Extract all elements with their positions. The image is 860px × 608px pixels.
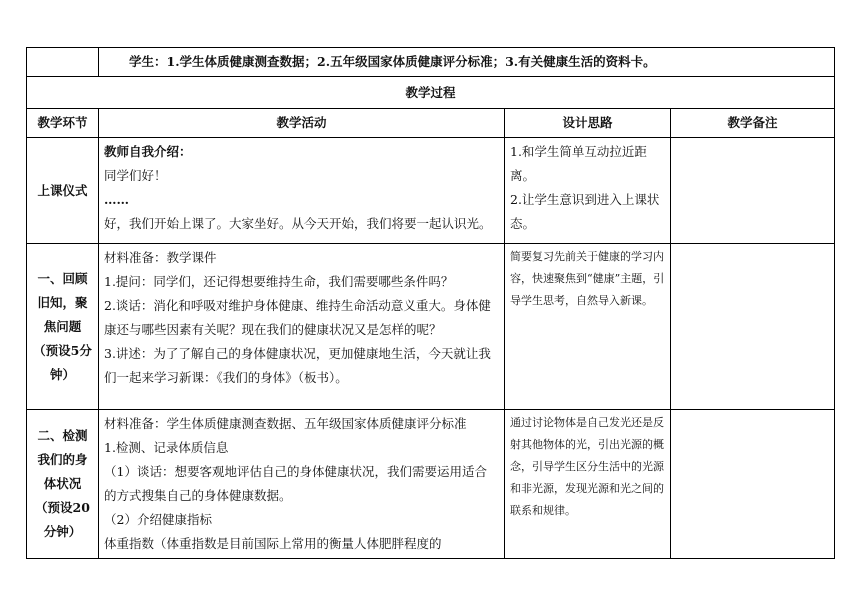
- notes-cell: [671, 410, 835, 559]
- resources-blank-cell: [27, 48, 99, 77]
- process-title: 教学过程: [27, 77, 835, 109]
- design-cell: [505, 138, 671, 244]
- activity-line: ……: [104, 192, 129, 207]
- stage-cell: 一、回顾旧知，聚焦问题（预设5分钟）: [27, 244, 99, 410]
- activity-cell: [99, 138, 505, 244]
- activity-line: 1.提问：同学们，还记得想要维持生命，我们需要哪些条件吗？: [104, 274, 454, 289]
- design-line: 通过讨论物体是自己发光还是反射其他物体的光，引出光源的概念，引导学生区分生活中的光源和非光源，发现光源和光之间的联系和规律。: [510, 416, 664, 517]
- activity-line: 材料准备：教学课件: [104, 250, 217, 265]
- header-notes: 教学备注: [671, 109, 835, 138]
- lesson-plan-table: [26, 47, 835, 559]
- activity-line: 材料准备：学生体质健康测查数据、五年级国家体质健康评分标准: [104, 416, 467, 431]
- header-activity: 教学活动: [99, 109, 505, 138]
- activity-cell: [99, 410, 505, 559]
- activity-line: （1）谈话：想要客观地评估自己的身体健康状况，我们需要运用适合的方式搜集自己的身体健康数据。: [104, 464, 487, 503]
- activity-line: 体重指数（体重指数是目前国际上常用的衡量人体肥胖程度的: [104, 536, 442, 551]
- activity-line: 3.讲述：为了了解自己的身体健康状况，更加健康地生活，今天就让我们一起来学习新课：《我们的身体》（板书）。: [104, 346, 491, 385]
- notes-cell: [671, 244, 835, 410]
- row-review: [27, 244, 835, 410]
- header-stage: 教学环节: [27, 109, 99, 138]
- activity-line: （2）介绍健康指标: [104, 512, 212, 527]
- activity-line: 教师自我介绍：: [104, 144, 192, 159]
- activity-line: 2.谈话：消化和呼吸对维护身体健康、维持生命活动意义重大。身体健康还与哪些因素有关呢？现在我们的健康状况又是怎样的呢？: [104, 298, 491, 337]
- design-line: 2.让学生意识到进入上课状态。: [510, 192, 660, 231]
- design-line: 1.和学生简单互动拉近距离。: [510, 144, 647, 183]
- activity-line: 同学们好！: [104, 168, 167, 183]
- stage-cell: 二、检测我们的身体状况（预设20分钟）: [27, 410, 99, 559]
- notes-cell: [671, 138, 835, 244]
- header-design: 设计思路: [505, 109, 671, 138]
- header-row: [27, 109, 835, 138]
- design-cell: [505, 244, 671, 410]
- resources-text: 学生：1.学生体质健康测查数据；2.五年级国家体质健康评分标准；3.有关健康生活的资料卡。: [99, 48, 835, 77]
- design-line: 简要复习先前关于健康的学习内容，快速聚焦到“健康”主题，引导学生思考，自然导入新课。: [510, 250, 665, 307]
- row-opening: [27, 138, 835, 244]
- row-check-body: [27, 410, 835, 559]
- resources-row: [27, 48, 835, 77]
- lesson-plan-page: [26, 47, 834, 559]
- process-title-row: [27, 77, 835, 109]
- design-cell: [505, 410, 671, 559]
- activity-line: 1.检测、记录体质信息: [104, 440, 229, 455]
- activity-cell: [99, 244, 505, 410]
- activity-line: 好，我们开始上课了。大家坐好。从今天开始，我们将要一起认识光。: [104, 216, 492, 231]
- stage-cell: 上课仪式: [27, 138, 99, 244]
